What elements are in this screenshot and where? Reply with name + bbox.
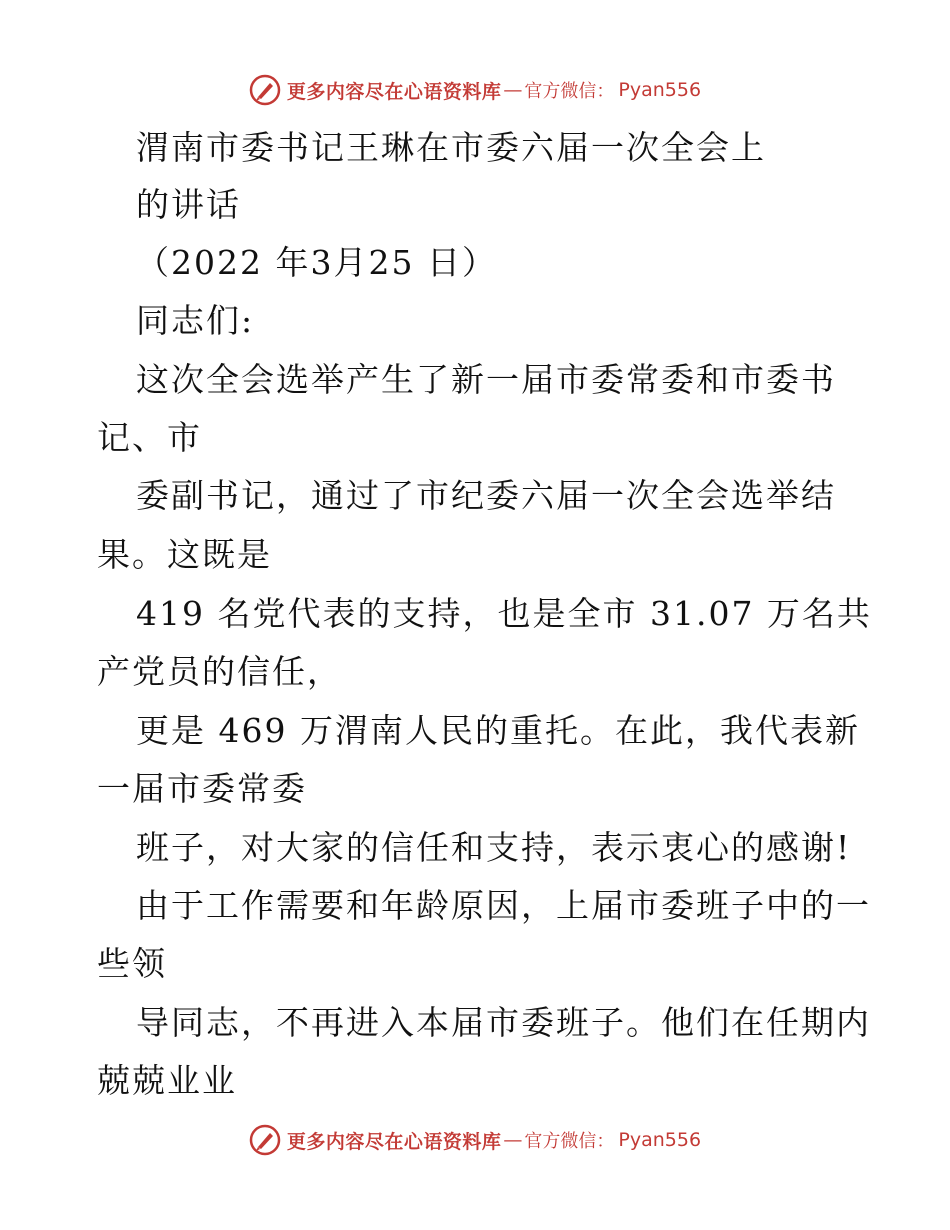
banner-wechat-id: Pyan556 <box>618 79 702 101</box>
quill-pen-icon <box>249 1124 281 1156</box>
quill-pen-icon <box>249 74 281 106</box>
doc-title-line-2: 的讲话 <box>136 185 241 224</box>
doc-text-line: 产党员的信任， <box>97 652 342 691</box>
banner-wechat-label: 官方微信： <box>524 1131 615 1152</box>
banner-ad-text: 更多内容尽在心语资料库 <box>286 80 502 103</box>
banner-dash: — <box>503 79 523 101</box>
doc-title-line-1: 渭南市委书记王琳在市委六届一次全会上 <box>136 128 766 167</box>
header-banner <box>0 70 950 110</box>
doc-text-line: 419 名党代表的支持，也是全市 31.07 万名共 <box>136 594 872 633</box>
doc-text-line: 这次全会选举产生了新一届市委常委和市委书 <box>136 360 836 399</box>
doc-text-line: 些领 <box>97 944 167 983</box>
doc-text-line: 由于工作需要和年龄原因，上届市委班子中的一 <box>136 886 871 925</box>
doc-text-line: 果。这既是 <box>97 535 272 574</box>
doc-text-line: 兢兢业业 <box>97 1061 237 1100</box>
doc-text-line: 一届市委常委 <box>97 769 307 808</box>
doc-text-line: 导同志，不再进入本届市委班子。他们在任期内 <box>136 1003 871 1042</box>
banner-wechat-id: Pyan556 <box>618 1129 702 1151</box>
doc-text-line: 更是 469 万渭南人民的重托。在此，我代表新 <box>136 711 860 750</box>
banner-wechat-label: 官方微信： <box>524 81 615 102</box>
doc-date: （2022 年3月25 日） <box>136 243 497 282</box>
doc-text-line: 记、市 <box>97 418 202 457</box>
banner-ad-text: 更多内容尽在心语资料库 <box>286 1130 502 1153</box>
banner-dash: — <box>503 1129 523 1151</box>
doc-text-line: 委副书记，通过了市纪委六届一次全会选举结 <box>136 476 836 515</box>
doc-text-line: 班子，对大家的信任和支持，表示衷心的感谢! <box>136 828 852 867</box>
doc-salutation: 同志们: <box>136 301 255 340</box>
footer-banner <box>0 1120 950 1160</box>
